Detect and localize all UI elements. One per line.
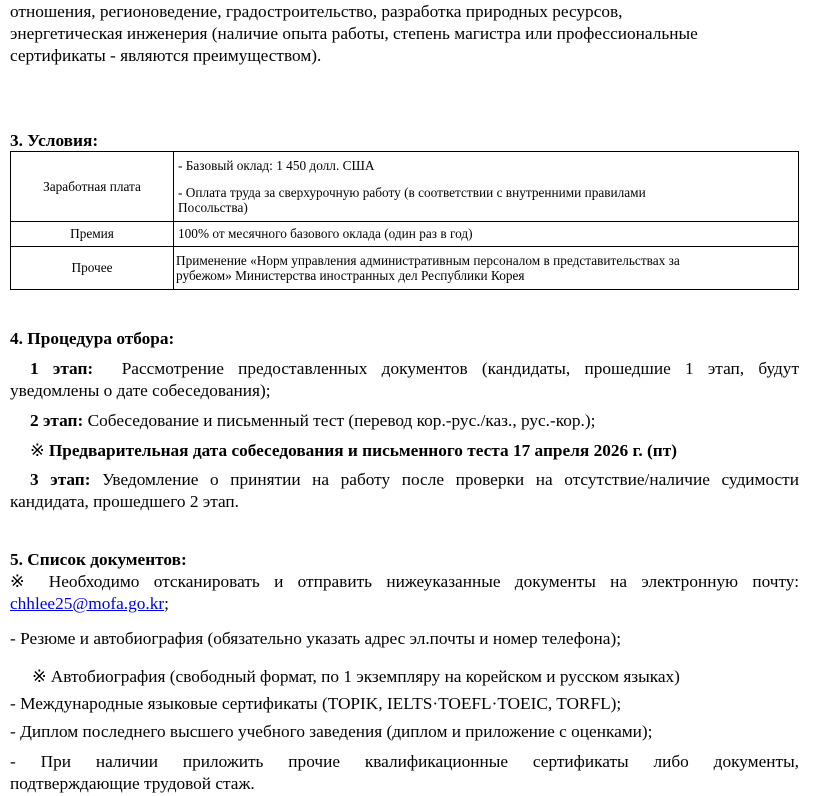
stage3-paragraph — [10, 469, 799, 513]
intro-line: сертификаты - являются преимуществом). — [10, 46, 322, 65]
salary-overtime: - Оплата труда за сверхурочную работу (в соответствии с внутренними правилами — [178, 185, 646, 200]
document-item-line: подтверждающие трудовой стаж. — [10, 774, 255, 793]
document-item: - Диплом последнего высшего учебного заведения (диплом и приложение с оценками); — [10, 722, 653, 741]
other-value — [174, 247, 799, 290]
salary-value — [174, 152, 799, 222]
interview-date-note — [10, 440, 799, 462]
stage3-text: Уведомление о принятии на работу после проверки на отсутствие/наличие судимости — [102, 470, 799, 489]
email-line — [10, 593, 799, 615]
salary-base: - Базовый оклад: 1 450 долл. США — [178, 158, 375, 173]
stage2-paragraph — [10, 410, 799, 432]
intro-line: энергетическая инженерия (наличие опыта работы, степень магистра или профессиональные — [10, 24, 698, 43]
conditions-table — [10, 151, 799, 290]
stage1-line: уведомлены о дате собеседования); — [10, 381, 271, 400]
note-mark: ※ — [30, 441, 45, 460]
email-link[interactable]: chhlee25@mofa.go.kr — [10, 594, 165, 613]
stage2-label: 2 этап: — [30, 411, 84, 430]
section3-title: 3. Условия: — [10, 131, 99, 150]
stage1-label: 1 этап: — [30, 359, 94, 378]
instruction-line: ※ Необходимо отсканировать и отправить нижеуказанные документы на электронную почту: — [10, 572, 799, 591]
documents-instruction — [10, 571, 799, 615]
table-row — [11, 247, 799, 290]
email-suffix: ; — [164, 594, 169, 613]
stage1-text: Рассмотрение предоставленных документов (кандидаты, прошедшие 1 этап, будут — [121, 359, 799, 378]
stage3-line — [10, 469, 799, 491]
bonus-value: 100% от месячного базового оклада (один раз в год) — [174, 222, 799, 247]
document-item — [10, 751, 799, 795]
salary-label: Заработная плата — [11, 152, 174, 222]
document-item: - Международные языковые сертификаты (TOPIK, IELTS·TOEFL·TOEIC, TORFL); — [10, 694, 622, 713]
stage1-line — [10, 358, 799, 380]
other-line: рубежом» Министерства иностранных дел Республики Корея — [176, 268, 525, 283]
stage1-paragraph — [10, 358, 799, 402]
stage3-label: 3 этап: — [30, 470, 91, 489]
stage2-text: Собеседование и письменный тест (перевод кор.-рус./каз., рус.-кор.); — [87, 411, 596, 430]
table-row — [11, 152, 799, 222]
intro-paragraph — [10, 1, 799, 67]
section4-title: 4. Процедура отбора: — [10, 329, 175, 348]
other-line: Применение «Норм управления административным персоналом в представительствах за — [176, 253, 680, 268]
bonus-label: Премия — [11, 222, 174, 247]
stage3-line: кандидата, прошедшего 2 этап. — [10, 492, 240, 511]
salary-overtime-cont: Посольства) — [178, 200, 248, 215]
table-row — [11, 222, 799, 247]
other-label: Прочее — [11, 247, 174, 290]
autobiography-note: ※ Автобиография (свободный формат, по 1 экземпляру на корейском и русском языках) — [32, 667, 680, 686]
note-text: Предварительная дата собеседования и письменного теста 17 апреля 2026 г. (пт) — [48, 441, 677, 460]
document-item-line: - При наличии приложить прочие квалификационные сертификаты либо документы, — [10, 752, 799, 771]
intro-line: отношения, регионоведение, градостроительство, разработка природных ресурсов, — [10, 2, 623, 21]
document-item: - Резюме и автобиография (обязательно указать адрес эл.почты и номер телефона); — [10, 629, 622, 648]
section5-title: 5. Список документов: — [10, 550, 187, 569]
